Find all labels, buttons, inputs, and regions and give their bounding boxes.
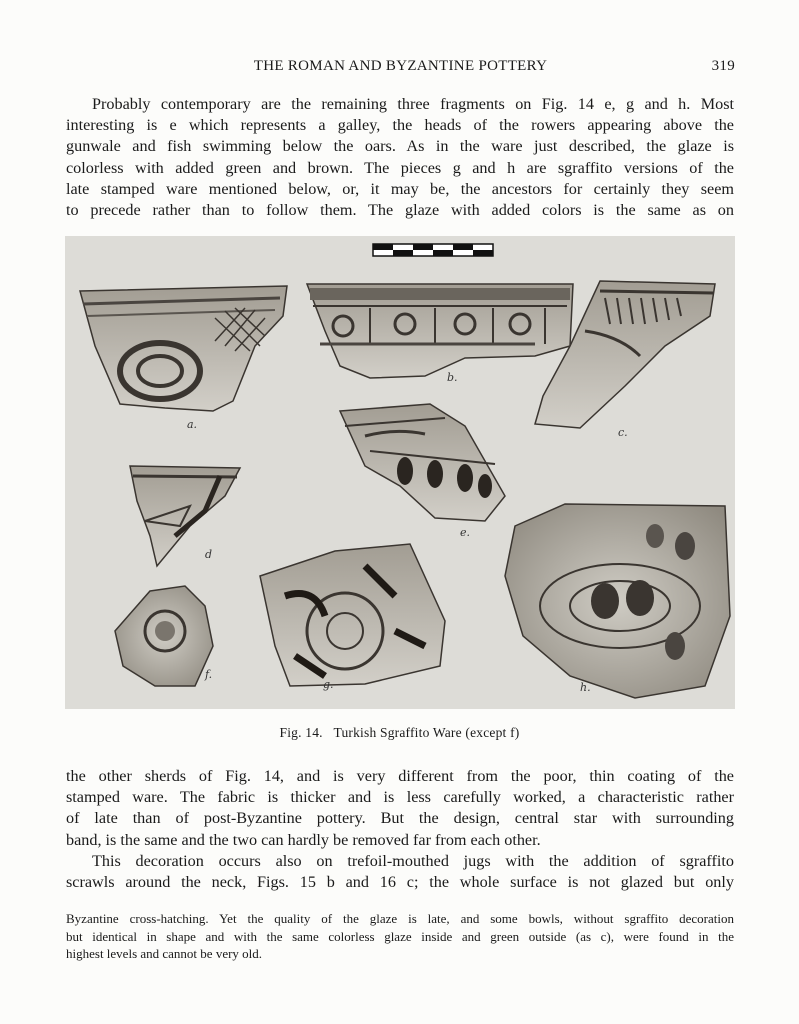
paragraph-2-line: band, is the same and the two can hardly be removed far from each other. [66,830,541,849]
running-header [66,58,735,80]
figure-caption-text: Turkish Sgraffito Ware (except f) [333,725,520,740]
paragraph-2-line: stamped ware. The fabric is thicker and is less carefully worked, a characteristic rather [66,788,734,807]
label-e: e. [460,526,471,539]
paragraph-2-line: of late than of post-Byzantine pottery. But the design, central star with surrounding [66,809,734,828]
label-d: d [205,548,213,561]
paragraph-3 [66,851,734,893]
footnote-line: but identical in shape and with the same colorless glaze inside and green outside (as c), were found in the [66,928,734,944]
paragraph-1-line: to precede rather than to follow them. The glaze with added colors is the same as on [66,201,734,220]
paragraph-3-line: This decoration occurs also on trefoil-mouthed jugs with the addition of sgraffito [92,852,734,870]
footnote-line: highest levels and cannot be very old. [66,946,263,961]
sherd-g [260,544,445,691]
pottery-sherds-illustration [65,236,735,709]
figure-14-photograph [65,236,735,709]
paragraph-2 [66,766,734,851]
footnote [66,910,734,963]
label-c: c. [618,426,628,439]
paragraph-3-line: scrawls around the neck, Figs. 15 b and 16 c; the whole surface is not glazed but only [66,873,734,892]
paragraph-1-line: late stamped ware mentioned below, or, it may be, the ancestors for certainly they seem [66,179,734,198]
figure-caption-number: Fig. 14. [279,725,323,740]
running-title: THE ROMAN AND BYZANTINE POTTERY [253,58,548,74]
page-number: 319 [711,58,735,74]
label-h: h. [580,681,591,694]
paragraph-1 [66,94,734,221]
paragraph-1-line: gunwale and fish swimming below the oars. As in the ware just described, the glaze is [66,137,734,156]
scale-bar [373,244,493,256]
label-a: a. [187,418,198,431]
paragraph-1-line: interesting is e which represents a galley, the heads of the rowers appearing above the [66,116,734,135]
figure-caption [0,725,799,741]
label-b: b. [447,371,458,384]
label-g: g. [323,678,334,691]
paragraph-1-line: colorless with added green and brown. The pieces g and h are sgraffito versions of the [66,158,734,177]
paragraph-2-line: the other sherds of Fig. 14, and is very different from the poor, thin coating of the [66,767,734,785]
footnote-line: Byzantine cross-hatching. Yet the quality of the glaze is late, and some bowls, without sgraffito decoration [66,911,734,926]
label-f: f. [205,668,213,681]
paragraph-1-line: Probably contemporary are the remaining three fragments on Fig. 14 e, g and h. Most [92,95,734,113]
